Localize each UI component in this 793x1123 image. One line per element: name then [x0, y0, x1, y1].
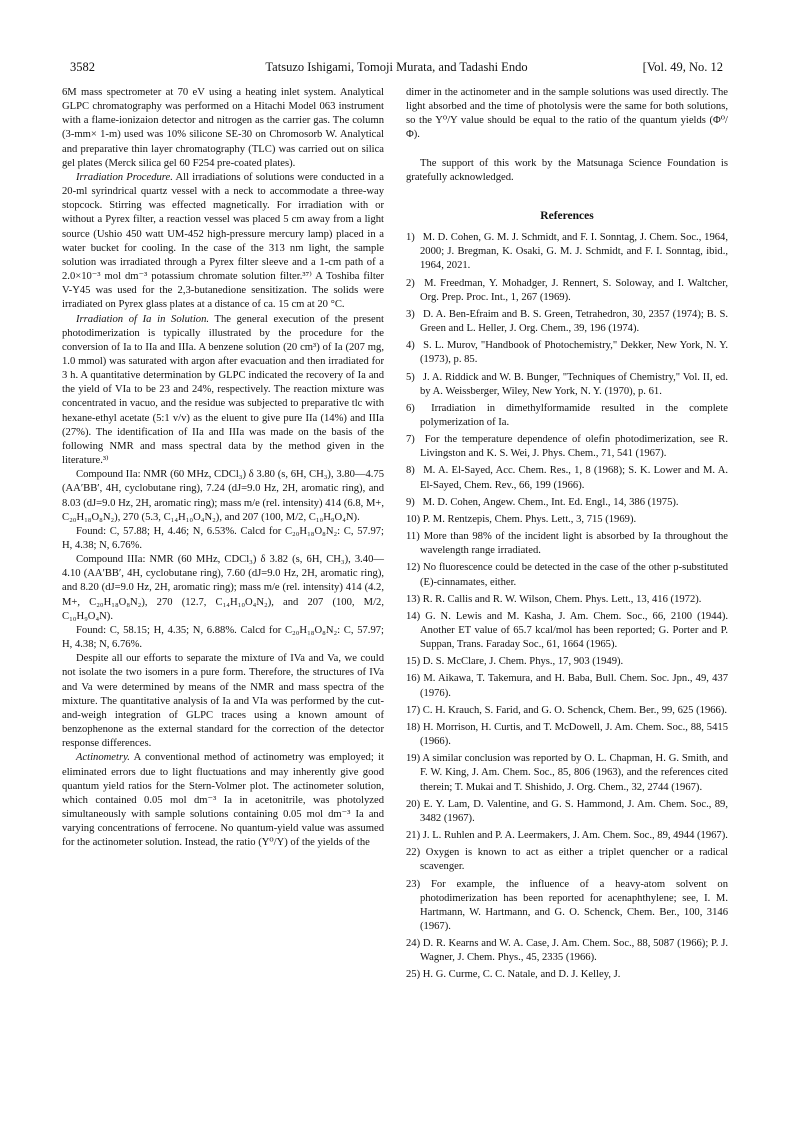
- reference-item: [406, 308, 728, 336]
- reference-item: [406, 496, 728, 510]
- reference-number: 17): [406, 704, 421, 716]
- paragraph-irradiation-procedure: [62, 171, 384, 313]
- left-column: [62, 86, 384, 850]
- reference-item: [406, 829, 728, 843]
- reference-number: 3): [406, 308, 415, 320]
- reference-item: [406, 968, 728, 982]
- reference-number: 25): [406, 969, 421, 981]
- reference-item: [406, 655, 728, 669]
- reference-item: [406, 593, 728, 607]
- paragraph-continued: dimer in the actinometer and in the sample solutions was used directly. The light absorbed and the time of photolysis were the same for both solutions, so the Y⁰/Y value should be equal to the ratio of the quantum yields (Φ⁰/Φ).: [406, 87, 728, 141]
- reference-item: [406, 798, 728, 826]
- reference-number: 11): [406, 531, 420, 543]
- reference-number: 1): [406, 232, 415, 244]
- references-heading: References: [540, 209, 594, 222]
- reference-number: 10): [406, 513, 421, 525]
- reference-text: M. D. Cohen, Angew. Chem., Int. Ed. Engl., 14, 386 (1975).: [422, 496, 679, 508]
- page-number: 3582: [70, 60, 95, 74]
- reference-text: G. N. Lewis and M. Kasha, J. Am. Chem. Soc., 66, 2100 (1944). Another ET value of 65.7 kcal/mol has been reported; G. Porter and P. Suppan, Trans. Faraday Soc., 61, 1664 (1965).: [420, 610, 728, 651]
- paragraph-text: The general execution of the present photodimerization is typically illustrated by the procedure for the conversion of Ia to IIa and IIIa. A benzene solution (20 cm³) of Ia (207 mg, 1.0 mmol) was saturated with argon after evacuation and then irradiated for 3 h. A quantitative determination by GLPC indicated the recovery of Ia and the yield of VIa to be 23 and 24%, respectively. The reaction mixture was concentrated in vacuo, and the residue was subjected to preparative tlc with hexane-ethyl acetate (5:1 v/v) as the eluent to give pure IIa (14%) and IIIa (27%). The identification of IIa and IIIa was made on the basis of the following NMR and mass spectral data by the method given in the literature.³⁾: [62, 313, 384, 467]
- reference-text: E. Y. Lam, D. Valentine, and G. S. Hammond, J. Am. Chem. Soc., 89, 3482 (1967).: [420, 798, 728, 824]
- reference-item: [406, 846, 728, 874]
- paragraph-text: A conventional method of actinometry was employed; it eliminated errors due to light fluctuations and may inherently give good quantum yield ratios for the Stern-Volmer plot. The actinometer solution, which contained 0.05 mol dm⁻³ Ia in acetonitrile, was photolyzed simultaneously with sample solutions containing 0.05 mol dm⁻³ Ia and varying concentrations of ferrocene. No quantum-yield value was assumed for the actinometer solution. Instead, the ratio (Y⁰/Y) of the yields of the: [62, 752, 384, 849]
- reference-text: C. H. Krauch, S. Farid, and G. O. Schenck, Chem. Ber., 99, 625 (1966).: [422, 704, 728, 716]
- reference-number: 12): [406, 562, 421, 574]
- reference-number: 13): [406, 593, 421, 605]
- reference-item: [406, 433, 728, 461]
- reference-list: [406, 231, 728, 983]
- reference-number: 18): [406, 721, 421, 733]
- reference-item: [406, 339, 728, 367]
- reference-text: Oxygen is known to act as either a triplet quencher or a radical scavenger.: [420, 847, 728, 873]
- acknowledgment: The support of this work by the Matsunaga Science Foundation is gratefully acknowledged.: [406, 157, 728, 183]
- reference-item: [406, 371, 728, 399]
- reference-text: J. A. Riddick and W. B. Bunger, "Techniques of Chemistry," Vol. II, ed. by A. Weissberger, Wiley, New York, N. Y. (1970), p. 61.: [420, 371, 728, 397]
- reference-item: [406, 752, 728, 794]
- reference-item: [406, 231, 728, 273]
- reference-text: R. R. Callis and R. W. Wilson, Chem. Phys. Lett., 13, 416 (1972).: [422, 593, 702, 605]
- reference-item: [406, 402, 728, 430]
- reference-number: 2): [406, 277, 415, 289]
- section-heading: Irradiation of Ia in Solution.: [76, 313, 210, 325]
- reference-item: [406, 937, 728, 965]
- header-authors: Tatsuzo Ishigami, Tomoji Murata, and Tadashi Endo: [265, 60, 528, 74]
- header-journal: [Vol. 49, No. 12: [642, 60, 723, 74]
- section-heading: Irradiation Procedure.: [76, 171, 173, 183]
- paragraph-compound-iiia: Compound IIIa: NMR (60 MHz, CDCl₃) δ 3.82 (s, 6H, CH₃), 3.40—4.10 (AA′BB′, 4H, cyclobutane ring), 7.60 (dJ=9.0 Hz, 2H, aromatic ring), and 8.20 (dJ=9.0 Hz, 2H, aromatic ring); mass m/e (rel. intensity) 414 (4.2, M+, C₂₀H₁₈O₈N₂), 270 (12.7, C₁₄H₁₀O₄N₂), and 207 (100, M/2, C₁₀H₉O₄N).: [62, 554, 384, 622]
- reference-number: 5): [406, 371, 415, 383]
- reference-text: S. L. Murov, "Handbook of Photochemistry," Dekker, New York, N. Y. (1973), p. 85.: [420, 340, 729, 366]
- paragraph-iva-va: Despite all our efforts to separate the mixture of IVa and Va, we could not isolate the two isomers in a pure form. Therefore, the structures of IVa and Va were determined by means of the NMR and mass spectra of the mixture. The quantitative analysis of Ia and VIa was performed by the cut-and-weigh integration of GLPC traces using a known amount of benzophenone as the external standard for the correction of the detector response differences.: [62, 653, 384, 750]
- paragraph-instruments: 6M mass spectrometer at 70 eV using a heating inlet system. Analytical GLPC chromatography was performed on a Hitachi Model 063 instrument with a flame-ionizaion detector and nitrogen as the carrier gas. The column (3-mm× 1-m) used was 10% silicone SE-30 on Chromosorb W. Analytical and preparative thin layer chromatography (TLC) was carried out on silica gel plates (Merck silica gel 60 F254 pre-coated plates).: [62, 87, 384, 169]
- reference-text: M. Freedman, Y. Mohadger, J. Rennert, S. Soloway, and I. Waltcher, Org. Prep. Proc. Int., 1, 267 (1969).: [420, 277, 728, 303]
- reference-item: [406, 610, 728, 652]
- reference-number: 15): [406, 656, 421, 668]
- reference-number: 16): [406, 673, 421, 685]
- reference-text: P. M. Rentzepis, Chem. Phys. Lett., 3, 715 (1969).: [422, 513, 637, 525]
- paragraph-text: All irradiations of solutions were conducted in a 20-ml syrindrical quartz vessel with a neck to accommodate a three-way stopcock. Stirring was effected magnetically. For irradiation with or without a Pyrex filter, a reaction vessel was placed 5 cm away from a light source (Ushio 450 watt UM-452 high-pressure mercury lamp) placed in a water bucket for cooling. In the case of the 313 nm light, the sample solution was irradiated through a Pyrex filter sleeve and a 1-cm path of a 2.0×10⁻³ mol dm⁻³ potassium chromate solution filter.³⁷⁾ A Toshiba filter V-Y45 was used for the 2,3-butanedione sensitization. The solids were irradiated on Pyrex glass plates at a distance of ca. 15 cm at 20 °C.: [62, 171, 384, 311]
- reference-text: For example, the influence of a heavy-atom solvent on photodimerization has been reported for acenaphthylene; see, I. M. Hartmann, W. Hartmann, and G. O. Schenck, Chem. Ber., 100, 3146 (1967).: [420, 878, 728, 932]
- reference-text: Irradiation in dimethylformamide resulted in the complete polymerization of Ia.: [420, 402, 728, 428]
- reference-item: [406, 561, 728, 589]
- paragraph-analysis-iia: Found: C, 57.88; H, 4.46; N, 6.53%. Calcd for C₂₀H₁₈O₈N₂: C, 57.97; H, 4.38; N, 6.76%.: [62, 525, 384, 551]
- reference-item: [406, 277, 728, 305]
- reference-text: More than 98% of the incident light is absorbed by Ia throughout the wavelength range irradiated.: [420, 531, 728, 557]
- reference-number: 19): [406, 753, 421, 765]
- reference-text: H. G. Curme, C. C. Natale, and D. J. Kelley, J.: [422, 969, 621, 981]
- section-heading: Actinometry.: [76, 752, 130, 764]
- reference-text: No fluorescence could be detected in the case of the other p-substituted (E)-cinnamates, either.: [420, 562, 729, 588]
- reference-number: 7): [406, 434, 415, 446]
- paragraph-compound-iia: Compound IIa: NMR (60 MHz, CDCl₃) δ 3.80 (s, 6H, CH₃), 3.80—4.75 (AA′BB′, 4H, cyclobutane ring), 7.24 (dJ=9.0 Hz, 2H, aromatic ring), and 8.03 (dJ=9.0 Hz, 2H, aromatic ring); mass m/e (rel. intensity) 414 (6.8, M+, C₂₀H₁₈O₈N₂), 270 (5.3, C₁₄H₁₀O₄N₂), and 207 (100, M/2, C₁₀H₉O₄N).: [62, 469, 384, 523]
- reference-item: [406, 878, 728, 935]
- reference-item: [406, 513, 728, 527]
- reference-item: [406, 672, 728, 700]
- reference-text: D. S. McClare, J. Chem. Phys., 17, 903 (1949).: [422, 656, 624, 668]
- reference-number: 22): [406, 847, 421, 859]
- reference-number: 24): [406, 938, 421, 950]
- reference-text: D. A. Ben-Efraim and B. S. Green, Tetrahedron, 30, 2357 (1974); B. S. Green and L. Heller, J. Org. Chem., 39, 196 (1974).: [420, 308, 728, 335]
- reference-text: D. R. Kearns and W. A. Case, J. Am. Chem. Soc., 88, 5087 (1966); P. J. Wagner, J. Chem. Phys., 45, 2335 (1966).: [420, 938, 728, 964]
- reference-text: M. D. Cohen, G. M. J. Schmidt, and F. I. Sonntag, J. Chem. Soc., 1964, 2000; J. Bregman, K. Osaki, G. M. J. Schmidt, and F. I. Sonntag, ibid., 1964, 2021.: [420, 232, 728, 272]
- right-column: [406, 86, 728, 986]
- reference-item: [406, 530, 728, 558]
- reference-number: 4): [406, 340, 415, 352]
- reference-number: 21): [406, 830, 421, 842]
- reference-item: [406, 704, 728, 718]
- paragraph-analysis-iiia: Found: C, 58.15; H, 4.35; N, 6.88%. Calcd for C₂₀H₁₈O₈N₂: C, 57.97; H, 4.38; N, 6.76%.: [62, 624, 384, 651]
- reference-number: 9): [406, 496, 415, 508]
- reference-item: [406, 464, 728, 492]
- reference-number: 8): [406, 465, 415, 477]
- reference-text: M. Aikawa, T. Takemura, and H. Baba, Bull. Chem. Soc. Jpn., 49, 437 (1976).: [420, 673, 729, 699]
- reference-text: A similar conclusion was reported by O. L. Chapman, H. G. Smith, and F. W. King, J. Am. Chem. Soc., 85, 806 (1963), and the references cited therein; T. Mukai and T. Shishido, J. Org. Chem., 32, 2744 (1967).: [420, 753, 728, 793]
- paragraph-actinometry: [62, 751, 384, 850]
- reference-text: For the temperature dependence of olefin photodimerization, see R. Livingston and K. S. Wei, J. Phys. Chem., 71, 541 (1967).: [420, 434, 728, 460]
- reference-number: 14): [406, 610, 421, 622]
- reference-text: H. Morrison, H. Curtis, and T. McDowell, J. Am. Chem. Soc., 88, 5415 (1966).: [420, 721, 728, 748]
- reference-item: [406, 721, 728, 749]
- reference-number: 6): [406, 402, 415, 414]
- reference-number: 20): [406, 798, 421, 810]
- paragraph-irradiation-solution: [62, 313, 384, 469]
- reference-text: J. L. Ruhlen and P. A. Leermakers, J. Am. Chem. Soc., 89, 4944 (1967).: [422, 830, 728, 842]
- reference-text: M. A. El-Sayed, Acc. Chem. Res., 1, 8 (1968); S. K. Lower and M. A. El-Sayed, Chem. Rev., 66, 199 (1966).: [420, 465, 728, 491]
- reference-number: 23): [406, 878, 421, 890]
- running-header: [70, 60, 723, 74]
